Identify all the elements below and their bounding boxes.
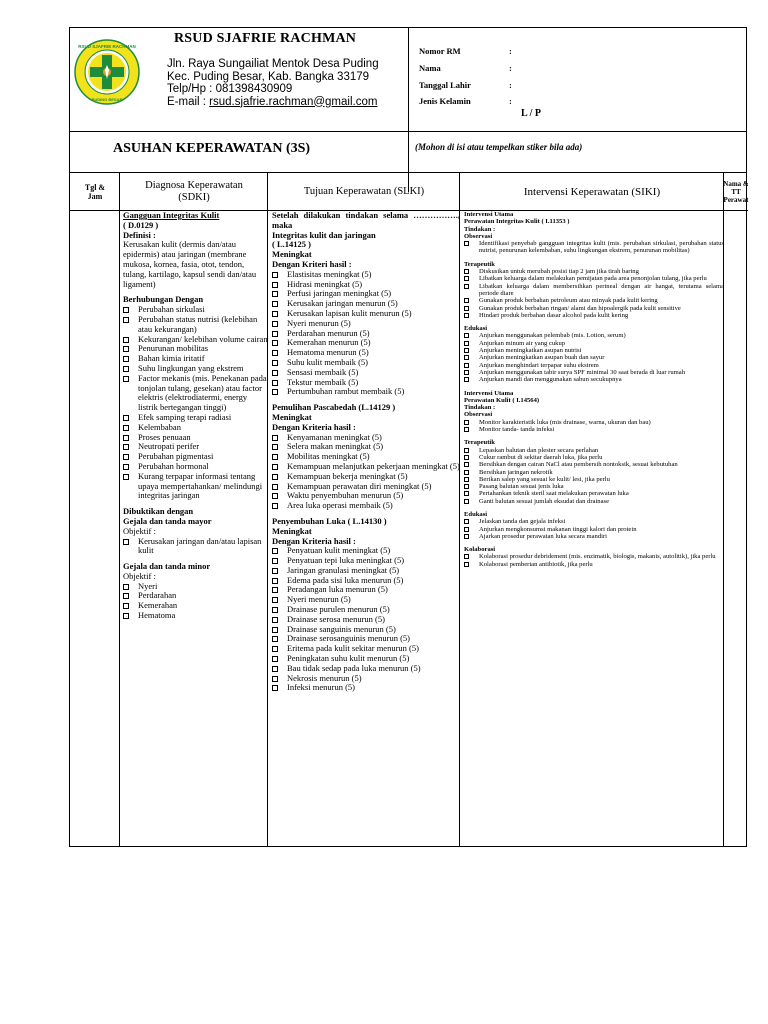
checklist-item-label: Elastisitas meningkat (5) [287,268,372,279]
checklist-item-label: Anjurkan menghindari terpapar suhu ekstrem [479,361,599,369]
outcome-1-title: Integritas kulit dan jaringan [272,229,376,240]
checklist-item [272,387,460,397]
checklist-item-label: Bersihkan dengan cairan NaCl atau pembersih nontoksik, sesuai kebutuhan [479,461,678,469]
field-colon: : [509,63,512,73]
outcome-1-criteria-label: Dengan Kriteri hasil : [272,258,352,269]
checklist-item-label: Kurang terpapar informasi tentang upaya mempertahankan/ melindungi integritas jaringan [138,470,263,501]
checklist-item-label: Gunakan produk berbahan ringan/ alami dan hipoalergik pada kulit sensitive [479,304,681,312]
checkbox[interactable] [123,454,129,460]
checklist-item-label: Jelaskan tanda dan gejala infeksi [479,518,566,526]
dx-minor-label: Gejala dan tanda minor [123,561,211,572]
checkbox[interactable] [464,448,469,453]
checklist-item-label: Kemerahan menurun (5) [287,337,371,348]
checklist-item-label: Diskusikan untuk merubah posisi tiap 2 jam jika tirah baring [479,268,639,276]
checkbox[interactable] [272,548,278,554]
dx-objective-label: Objektif : [123,570,156,581]
dx-title: Gangguan Integritas Kulit [123,210,220,220]
checkbox[interactable] [272,291,278,297]
field-label: Nomor RM [419,46,461,56]
outcome-2-status: Meningkat [272,411,312,422]
checklist-item-label: Hidrasi meningkat (5) [287,278,363,289]
checkbox[interactable] [272,454,278,460]
checklist-item-label: Kolaborasi prosedur debridement (mis. enzimatik, biologis, makanis, autolitik), jika perlu [479,553,716,561]
checklist-item-label: Anjurkan mandi dan menggunakan sabun secukupnya [479,376,622,384]
checkbox[interactable] [123,584,129,590]
header-tujuan [268,173,460,211]
intervention-1-title: Perawatan Integritas Kulit ( I.11353 ) [464,218,570,226]
checkbox[interactable] [464,427,469,432]
outcome-2-criteria-label: Dengan Kriteria hasil : [272,421,356,432]
checkbox[interactable] [272,493,278,499]
checklist-item-label: Perubahan status nutrisi (kelebihan atau kekurangan) [138,313,258,334]
checkbox[interactable] [464,470,469,475]
checkbox[interactable] [123,613,129,619]
checkbox[interactable] [464,462,469,467]
checklist-item-label: Perdarahan menurun (5) [287,327,370,338]
hospital-logo-icon [74,39,140,105]
terapeutik-label: Terapeutik [464,260,495,268]
checkbox[interactable] [464,519,469,524]
checklist-item-label: Tekstur membaik (5) [287,376,359,387]
checklist-item-label: Anjurkan mengkonsumsi makanan tinggi kalori dan protein [479,525,637,533]
checkbox[interactable] [272,587,278,593]
intervention-1-head: Intervensi Utama [464,211,514,218]
checklist-item-label: Hematoma menurun (5) [287,347,369,358]
outcome-1-list [272,270,460,397]
checklist-item-label: Factor mekanis (mis. Penekanan pada tonjolan tulang, gesekan) atau factor elektris (elektrodiatermi, energy listrik bertegangan tinggi) [138,372,267,413]
checklist-item [464,376,724,383]
checklist-item [464,275,724,282]
checklist-item [123,537,268,557]
checkbox[interactable] [464,348,469,353]
header-text: Intervensi Keperawatan (SIKI) [523,185,661,198]
field-tanggal-lahir [419,80,512,90]
checkbox[interactable] [464,534,469,539]
checklist-item [464,553,724,560]
gender-options[interactable]: L / P [521,108,542,119]
checklist-item-label: Bahan kimia iritatif [138,353,205,364]
svg-text:PUDING BESAR: PUDING BESAR [91,97,123,102]
checklist-item-label: Eritema pada kulit sekitar menurun (5) [287,643,419,654]
checklist-item-label: Mobilitas meningkat (5) [287,451,370,462]
checklist-item [464,419,724,426]
outcome-3-title: Penyembuhan Luka ( L.14130 ) [272,515,387,526]
checklist-item [123,611,268,621]
checklist-item [464,354,724,361]
checklist-item [464,533,724,540]
checkbox[interactable] [272,435,278,441]
checklist-item [464,312,724,319]
checklist-item [464,454,724,461]
dx-major-label: Gejala dan tanda mayor [123,515,212,526]
checkbox[interactable] [464,491,469,496]
hospital-address [167,58,379,108]
observasi-label: Observasi [464,411,493,419]
outcome-3-list [272,546,460,693]
checkbox[interactable] [464,363,469,368]
svg-text:RSUD SJAFRIE RACHMAN: RSUD SJAFRIE RACHMAN [78,44,136,49]
checkbox[interactable] [272,568,278,574]
checkbox[interactable] [272,617,278,623]
edukasi-label: Edukasi [464,325,488,333]
checklist-item-label: Sensasi membaik (5) [287,366,359,377]
checkbox[interactable] [272,370,278,376]
checkbox[interactable] [272,380,278,386]
document-title: ASUHAN KEPERAWATAN (3S) [113,141,311,156]
checklist-item-label: Drainase purulen menurun (5) [287,604,390,615]
checklist-item-label: Kemampuan bekerja meningkat (5) [287,470,408,481]
checkbox[interactable] [272,503,278,509]
checklist-item-label: Lepaskan balutan dan plester secara perlahan [479,446,599,454]
checklist-item-label: Perubahan pigmentasi [138,451,214,462]
dx-major-list [123,537,268,557]
checkbox[interactable] [272,484,278,490]
i2-terapeutik-list [464,447,724,505]
checkbox[interactable] [464,420,469,425]
patient-id-box [409,28,746,132]
header-subtext: (SDKI) [178,191,210,203]
checklist-item-label: Proses penuaan [138,431,191,442]
checklist-item-label: Waktu penyembuhan menurun (5) [287,490,404,501]
checklist-item [464,469,724,476]
checklist-item [464,426,724,433]
checkbox[interactable] [272,607,278,613]
email-label: E-mail : [167,95,210,108]
hospital-name: RSUD SJAFRIE RACHMAN [174,31,357,46]
checkbox[interactable] [123,539,129,545]
checkbox[interactable] [464,284,469,289]
field-colon: : [509,80,512,90]
checkbox[interactable] [123,444,129,450]
checklist-item [464,561,724,568]
checklist-item [464,490,724,497]
checkbox[interactable] [272,311,278,317]
checklist-item [464,347,724,354]
checkbox[interactable] [123,603,129,609]
checklist-item [464,305,724,312]
checklist-item-label: Edema pada sisi luka menurun (5) [287,574,404,585]
checklist-item-label: Kolaborasi pemberian antibiotik, jika perlu [479,560,593,568]
checkbox[interactable] [123,366,129,372]
checkbox[interactable] [123,337,129,343]
header-text: Nama & TT Perawat [723,179,749,204]
email-line [167,96,379,109]
checklist-item-label: Kekurangan/ kelebihan volume cairan [138,333,268,344]
checklist-item-label: Infeksi menurun (5) [287,682,355,693]
checkbox[interactable] [272,636,278,642]
checklist-item-label: Kenyamanan meningkat (5) [287,431,382,442]
checklist-item-label: Kerusakan jaringan menurun (5) [287,298,398,309]
checklist-item-label: Ganti balutan sesuai jumlah eksudat dan drainase [479,497,610,505]
checklist-item-label: Bersihkan jaringan nekrotik [479,468,553,476]
address-line-3: Telp/Hp : 081398430909 [167,83,293,95]
header-text: Diagnosa Keperawatan [145,179,243,191]
dx-def-label: Definisi : [123,229,156,240]
checkbox[interactable] [272,685,278,691]
checklist-item [272,501,460,511]
i2-kolaborasi-list [464,553,724,568]
checklist-item [464,518,724,525]
checklist-item-label: Anjurkan minum air yang cukup [479,339,566,347]
i1-terapeutik-list [464,268,724,319]
checkbox[interactable] [464,499,469,504]
checkbox[interactable] [272,331,278,337]
checkbox[interactable] [123,415,129,421]
checklist-item-label: Pasang balutan sesuai jenis luka [479,483,564,491]
checklist-item [464,340,724,347]
tindakan-label: Tindakan : [464,404,496,412]
header-text: Tujuan Keperawatan (SLKI) [303,186,425,197]
i1-edukasi-list [464,332,724,383]
checklist-item-label: Kemampuan perawatan diri meningkat (5) [287,480,432,491]
dx-code: ( D.0129 ) [123,219,159,230]
checklist-item-label: Perdarahan [138,590,177,601]
header-text: Tgl & Jam [84,182,106,201]
checkbox[interactable] [272,578,278,584]
checkbox[interactable] [123,425,129,431]
field-colon: : [509,46,512,56]
checklist-item-label: Kemerahan [138,600,178,611]
care-plan-table [69,172,747,847]
field-colon: : [509,96,512,106]
checkbox[interactable] [272,666,278,672]
outcomes-column [269,211,460,846]
checklist-item-label: Cukur rambut di sekitar daerah luka, jika perlu [479,453,603,461]
checkbox[interactable] [464,554,469,559]
checklist-item-label: Monitor karakteristik luka (mis drainase, warna, ukuran dan bau) [479,418,651,426]
hospital-header [70,28,409,132]
outcome-3-criteria-label: Dengan Kriteria hasil : [272,535,356,546]
checkbox[interactable] [272,558,278,564]
checklist-item-label: Hindari produk berbahan dasar alcohol pada kulit kering [479,311,629,319]
checklist-item-label: Kelembaban [138,421,181,432]
checkbox[interactable] [123,317,129,323]
checklist-item [464,283,724,298]
checklist-item-label: Suhu lingkungan yang ekstrem [138,362,244,373]
dx-minor-list [123,582,268,621]
checklist-item-label: Nyeri menurun (5) [287,594,351,605]
checklist-item [464,476,724,483]
checkbox[interactable] [464,269,469,274]
checkbox[interactable] [272,676,278,682]
checkbox[interactable] [272,340,278,346]
checklist-item-label: Suhu kulit membaik (5) [287,356,368,367]
checklist-item [464,297,724,304]
checkbox[interactable] [272,627,278,633]
checkbox[interactable] [464,527,469,532]
header-diagnosa [120,173,268,211]
checklist-item-label: Drainase serosanguinis menurun (5) [287,633,410,644]
checkbox[interactable] [123,435,129,441]
dx-evidence-label: Dibuktikan dengan [123,506,194,517]
checklist-item-label: Pertumbuhan rambut membaik (5) [287,386,405,397]
checklist-item-label: Nyeri menurun (5) [287,317,351,328]
checkbox[interactable] [123,474,129,480]
field-label: Tanggal Lahir [419,80,471,90]
header-tgl-jam [70,173,120,211]
i1-observasi-list [464,240,724,255]
kolaborasi-label: Kolaborasi [464,546,496,554]
diagnosis-column [120,211,268,846]
checkbox[interactable] [464,562,469,567]
checklist-item [464,332,724,339]
checklist-item-label: Nyeri [138,580,158,591]
outcome-intro: Setelah dilakukan tindakan selama ……………., maka [272,210,460,230]
checklist-item-label: Monitor tanda- tanda infeksi [479,426,555,434]
checklist-item-label: Jaringan granulasi meningkat (5) [287,564,400,575]
checklist-item-label: Penurunan mobilitas [138,343,209,354]
checkbox[interactable] [123,464,129,470]
checklist-item-label: Penyatuan kulit meningkat (5) [287,545,391,556]
checklist-item-label: Nekrosis menurun (5) [287,672,362,683]
checklist-item-label: Anjurkan meningkatkan asupan nutrisi [479,347,582,355]
checklist-item-label: Anjurkan menggunakan pelembab (mis. Lotion, serum) [479,332,626,340]
address-line-1: Jln. Raya Sungailiat Mentok Desa Puding [167,58,379,70]
checklist-item-label: Pertahankan teknik steril saat melakukan perawatan luka [479,490,629,498]
checklist-item-label: Penyatuan tepi luka meningkat (5) [287,555,405,566]
intervention-2-head: Intervensi Utama [464,389,514,397]
checkbox[interactable] [272,282,278,288]
edukasi-label: Edukasi [464,510,488,518]
checklist-item [123,315,268,335]
checkbox[interactable] [464,377,469,382]
terapeutik-label: Terapeutik [464,439,495,447]
checkbox[interactable] [464,484,469,489]
checklist-item-label: Identifikasi penyebab gangguan integritas kulit (mis. perubahan sirkulasi, perubahan status nutrisi, penurunan kelembaban, suhu lingkungan ekstrem, penurunan mobilitas) [479,240,724,255]
dx-definition: Kerusakan kulit (dermis dan/atau epidermis) atau jaringan (membrane mukosa, kornea, fasia, otot, tendon, tulang, kartilago, kapsul sendi dan/atau ligament) [123,239,257,289]
checklist-item [123,472,268,501]
field-nomor-rm [419,46,512,56]
checkbox[interactable] [272,272,278,278]
checkbox[interactable] [272,360,278,366]
checkbox[interactable] [464,477,469,482]
checkbox[interactable] [464,241,469,246]
checklist-item-label: Selera makan meningkat (5) [287,441,384,452]
checklist-item-label: Kerusakan jaringan dan/atau lapisan kulit [138,535,262,556]
checklist-item-label: Kemampuan melanjutkan pekerjaan meningkat (5) [287,460,460,471]
checkbox[interactable] [464,370,469,375]
outcome-3-status: Meningkat [272,525,312,536]
sticker-note: (Mohon di isi atau tempelkan stiker bila ada) [415,142,583,152]
field-jenis-kelamin [419,96,512,106]
observasi-label: Observasi [464,232,493,240]
checklist-item [464,498,724,505]
checklist-item [464,240,724,255]
outcome-1-status: Meningkat [272,249,312,260]
checkbox[interactable] [272,597,278,603]
checklist-item-label: Perubahan hormonal [138,460,209,471]
checkbox[interactable] [272,656,278,662]
i2-observasi-list [464,419,724,434]
checklist-item-label: Anjurkan meningkatkan asupan buah dan sayur [479,354,605,362]
checklist-item-label: Peningkatan suhu kulit menurun (5) [287,653,410,664]
checklist-item [464,447,724,454]
checkbox[interactable] [123,307,129,313]
checkbox[interactable] [464,455,469,460]
checklist-item-label: Bau tidak sedap pada luka menurun (5) [287,662,421,673]
checkbox[interactable] [464,313,469,318]
intervention-2-title: Perawatan Kulit ( I.14564) [464,396,540,404]
i2-edukasi-list [464,518,724,540]
checklist-item [464,526,724,533]
checklist-item-label: Anjurkan menggunakan tabir surya SPF minimal 30 saat berada di luar rumah [479,368,686,376]
field-nama [419,63,512,73]
checklist-item [272,683,460,693]
checkbox[interactable] [464,333,469,338]
checklist-item-label: Efek samping terapi radiasi [138,411,232,422]
checkbox[interactable] [464,276,469,281]
email-link[interactable]: rsud.sjafrie.rachman@gmail.com [209,95,378,108]
header-nama-perawat [724,173,748,211]
interventions-column [461,211,724,846]
checkbox[interactable] [272,350,278,356]
checklist-item-label: Drainase sanguinis menurun (5) [287,623,396,634]
outcome-2-list [272,433,460,511]
checkbox[interactable] [272,321,278,327]
checkbox[interactable] [464,355,469,360]
checkbox[interactable] [272,646,278,652]
checklist-item-label: Drainase serosa menurun (5) [287,613,385,624]
checkbox[interactable] [123,376,129,382]
checkbox[interactable] [272,301,278,307]
outcome-1-code: ( L.14125 ) [272,239,311,250]
checklist-item [464,268,724,275]
header-intervensi [460,173,724,211]
checkbox[interactable] [464,341,469,346]
checklist-item-label: Gunakan produk berbahan petroleum atau minyak pada kulit kering [479,297,658,305]
checklist-item-label: Hematoma [138,610,176,621]
checkbox[interactable] [123,356,129,362]
checkbox[interactable] [464,306,469,311]
checklist-item-label: Libatkan keluarga dalam melakukan pemijatan pada area penonjolan tulang, jika perlu [479,275,707,283]
checklist-item-label: Kerusakan lapisan kulit menurun (5) [287,307,412,318]
checklist-item-label: Area luka operasi membaik (5) [287,500,393,511]
checkbox[interactable] [123,593,129,599]
dx-objective-label: Objektif : [123,525,156,536]
checklist-item-label: Berikan salep yang sesuai ke kulit/ lesi, jika perlu [479,475,610,483]
checkbox[interactable] [272,474,278,480]
checklist-item-label: Libatkan keluarga dalam membersihkan perineal dengan air hangat, terutama selama periode diare [479,282,724,297]
checklist-item-label: Perfusi jaringan meningkat (5) [287,288,392,299]
checklist-item [464,483,724,490]
checklist-item-label: Neutropati perifer [138,441,200,452]
field-label: Nama [419,63,441,73]
checkbox[interactable] [272,389,278,395]
checklist-item-label: Ajarkan prosedur perawatan luka secara mandiri [479,532,607,540]
dx-related-list [123,305,268,501]
checklist-item-label: Peradangan luka menurun (5) [287,584,388,595]
checkbox[interactable] [272,444,278,450]
outcome-2-title: Pemulihan Pascabedah (L.14129 ) [272,402,396,413]
checklist-item [464,461,724,468]
address-line-2: Kec. Puding Besar, Kab. Bangka 33179 [167,70,370,83]
checkbox[interactable] [464,298,469,303]
checklist-item [464,362,724,369]
checklist-item-label: Perubahan sirkulasi [138,304,205,315]
field-label: Jenis Kelamin [419,96,471,106]
dx-related-label: Berhubungan Dengan [123,294,204,305]
checkbox[interactable] [272,464,278,470]
tindakan-label: Tindakan : [464,225,496,233]
checkbox[interactable] [123,346,129,352]
checklist-item [123,374,268,413]
checklist-item [464,369,724,376]
